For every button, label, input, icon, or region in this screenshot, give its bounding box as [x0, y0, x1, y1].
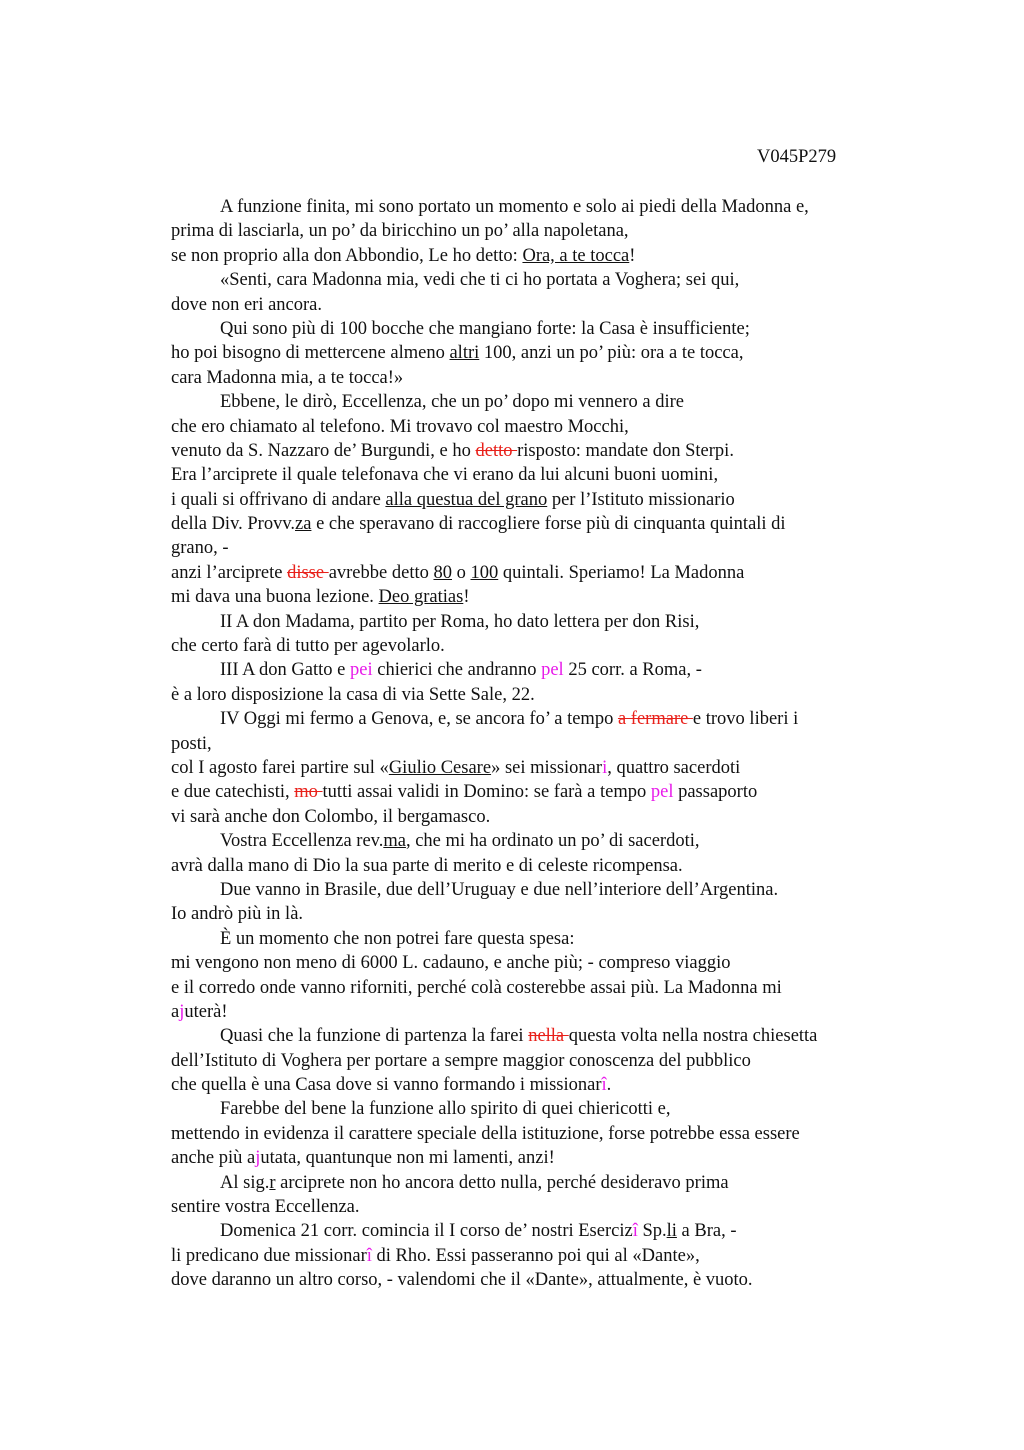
underlined-text: altri [449, 343, 480, 364]
text-segment: e che speravano di raccogliere forse più di cinquanta quintali di [311, 514, 786, 535]
text-segment: per l’Istituto missionario [547, 489, 735, 510]
text-line [171, 732, 911, 756]
text-line [171, 463, 911, 487]
text-line [171, 244, 911, 268]
text-line [171, 1122, 911, 1146]
text-segment: Era l’arciprete il quale telefonava che vi erano da lui alcuni buoni uomini, [171, 465, 719, 486]
text-segment: venuto da S. Nazzaro de’ Burgundi, e ho [171, 440, 476, 461]
text-line [171, 1049, 911, 1073]
text-segment: Ebbene, le dirò, Eccellenza, che un po’ dopo mi vennero a dire [220, 392, 685, 413]
text-line [171, 756, 911, 780]
text-segment: 25 corr. a Roma, - [563, 660, 702, 681]
text-line [171, 634, 911, 658]
text-segment: 100, anzi un po’ più: ora a te tocca, [479, 343, 744, 364]
underlined-text: ma [383, 831, 406, 852]
text-segment: dove daranno un altro corso, - valendomi che il «Dante», attualmente, è vuoto. [171, 1270, 753, 1291]
text-line [171, 976, 911, 1000]
text-segment: mettendo in evidenza il carattere speciale della istituzione, forse potrebbe essa essere [171, 1123, 800, 1144]
text-segment: dell’Istituto di Voghera per portare a sempre maggior conoscenza del pubblico [171, 1050, 751, 1071]
text-line [171, 610, 911, 634]
text-segment: Qui sono più di 100 bocche che mangiano forte: la Casa è insufficiente; [220, 318, 750, 339]
text-segment: a [171, 1001, 180, 1022]
text-segment: Sp. [637, 1221, 667, 1242]
text-segment: Io andrò più in là. [171, 904, 304, 925]
text-segment: e due catechisti, [171, 782, 295, 803]
inserted-text: i [602, 757, 608, 778]
text-line [171, 1024, 911, 1048]
text-segment: Farebbe del bene la funzione allo spirito di quei chiericotti e, [220, 1099, 671, 1120]
text-segment: che ero chiamato al telefono. Mi trovavo col maestro Mocchi, [171, 416, 629, 437]
inserted-text: j [179, 1001, 185, 1022]
deleted-text: detto [475, 440, 518, 461]
text-segment: chierici che andranno [372, 660, 542, 681]
text-segment: e il corredo onde vanno riforniti, perché colà costerebbe assai più. La Madonna mi [171, 977, 782, 998]
text-segment: Quasi che la funzione di partenza la farei [220, 1026, 529, 1047]
underlined-text: Deo gratias [378, 587, 464, 608]
text-line [171, 658, 911, 682]
text-line [171, 512, 911, 536]
text-line [171, 1171, 911, 1195]
text-segment: grano, - [171, 538, 229, 559]
text-line [171, 293, 911, 317]
text-line [171, 1268, 911, 1292]
text-line [171, 1146, 911, 1170]
text-segment: III A don Gatto e [220, 660, 350, 681]
letter-body [171, 195, 911, 1293]
text-line [171, 415, 911, 439]
underlined-text: Ora, a te tocca [522, 245, 630, 266]
text-segment: anzi l’arciprete [171, 562, 288, 583]
text-segment: sentire vostra Eccellenza. [171, 1197, 360, 1218]
text-segment: Al sig. [220, 1172, 270, 1193]
text-line [171, 805, 911, 829]
text-segment: o [451, 562, 471, 583]
text-segment: » sei missionar [491, 757, 603, 778]
text-segment: Vostra Eccellenza rev. [220, 831, 384, 852]
text-line [171, 780, 911, 804]
text-segment: mi vengono non meno di 6000 L. cadauno, e anche più; - compreso viaggio [171, 953, 731, 974]
text-segment: questa volta nella nostra chiesetta [568, 1026, 818, 1047]
text-segment: risposto: mandate don Sterpi. [517, 440, 734, 461]
text-line [171, 268, 911, 292]
text-segment: se non proprio alla don Abbondio, Le ho detto: [171, 245, 523, 266]
text-line [171, 195, 911, 219]
text-segment: ho poi bisogno di mettercene almeno [171, 343, 450, 364]
text-line [171, 341, 911, 365]
text-segment: mi dava una buona lezione. [171, 587, 379, 608]
text-segment: II A don Madama, partito per Roma, ho dato lettera per don Risi, [220, 611, 700, 632]
text-segment: tutti assai validi in Domino: se farà a tempo [322, 782, 651, 803]
text-segment: che quella è una Casa dove si vanno formando i missionar [171, 1075, 602, 1096]
text-segment: Due vanno in Brasile, due dell’Uruguay e due nell’interiore dell’Argentina. [220, 879, 779, 900]
text-line [171, 1195, 911, 1219]
inserted-text: î [366, 1245, 372, 1266]
text-segment: e trovo liberi i [692, 709, 799, 730]
inserted-text: j [255, 1148, 261, 1169]
deleted-text: a fermare [617, 709, 693, 730]
text-segment: vi sarà anche don Colombo, il bergamasco. [171, 806, 491, 827]
underlined-text: 80 [433, 562, 452, 583]
text-segment: a Bra, - [676, 1221, 737, 1242]
text-segment: quintali. Speriamo! La Madonna [498, 562, 745, 583]
underlined-text: r [269, 1172, 276, 1193]
deleted-text: disse [287, 562, 329, 583]
text-segment: prima di lasciarla, un po’ da biricchino un po’ alla napoletana, [171, 221, 629, 242]
text-line [171, 1219, 911, 1243]
inserted-text: pei [350, 660, 373, 681]
text-segment: dove non eri ancora. [171, 294, 323, 315]
text-segment: i quali si offrivano di andare [171, 489, 386, 510]
text-segment: , che mi ha ordinato un po’ di sacerdoti, [405, 831, 700, 852]
text-segment: avrà dalla mano di Dio la sua parte di merito e di celeste ricompensa. [171, 855, 683, 876]
text-line [171, 1244, 911, 1268]
text-segment: A funzione finita, mi sono portato un momento e solo ai piedi della Madonna e, [220, 197, 809, 217]
text-line [171, 951, 911, 975]
text-line [171, 902, 911, 926]
text-line [171, 683, 911, 707]
text-line [171, 1000, 911, 1024]
text-segment: passaporto [673, 782, 758, 803]
text-line [171, 561, 911, 585]
text-line [171, 366, 911, 390]
deleted-text: mo [294, 782, 323, 803]
text-segment: della Div. Provv. [171, 514, 295, 535]
text-segment: cara Madonna mia, a te tocca!» [171, 367, 404, 388]
text-segment: posti, [171, 733, 212, 754]
text-segment: ! [463, 587, 470, 608]
text-line [171, 439, 911, 463]
text-line [171, 488, 911, 512]
inserted-text: î [632, 1221, 638, 1242]
text-segment: uterà! [184, 1001, 228, 1022]
inserted-text: pel [541, 660, 564, 681]
text-line [171, 536, 911, 560]
text-line [171, 854, 911, 878]
text-line [171, 1073, 911, 1097]
text-segment: «Senti, cara Madonna mia, vedi che ti ci ho portata a Voghera; sei qui, [220, 270, 740, 291]
text-line [171, 390, 911, 414]
text-segment: Domenica 21 corr. comincia il I corso de’ nostri Eserciz [220, 1221, 633, 1242]
text-segment: arciprete non ho ancora detto nulla, perché desideravo prima [275, 1172, 729, 1193]
underlined-text: li [666, 1221, 677, 1242]
text-line [171, 219, 911, 243]
text-segment: È un momento che non potrei fare questa spesa: [220, 928, 575, 949]
text-segment: ! [629, 245, 636, 266]
text-line [171, 1097, 911, 1121]
underlined-text: 100 [470, 562, 499, 583]
underlined-text: Giulio Cesare [388, 757, 492, 778]
text-line [171, 927, 911, 951]
underlined-text: za [295, 514, 312, 535]
text-line [171, 585, 911, 609]
page-id: V045P279 [757, 147, 837, 167]
text-line [171, 829, 911, 853]
deleted-text: nella [528, 1026, 569, 1047]
text-segment: col I agosto farei partire sul « [171, 757, 389, 778]
text-segment: . [606, 1075, 612, 1096]
text-segment: , quattro sacerdoti [607, 757, 741, 778]
text-line [171, 707, 911, 731]
text-segment: IV Oggi mi fermo a Genova, e, se ancora fo’ a tempo [220, 709, 618, 730]
text-segment: è a loro disposizione la casa di via Sette Sale, 22. [171, 684, 535, 705]
text-segment: utata, quantunque non mi lamenti, anzi! [260, 1148, 555, 1169]
text-segment: di Rho. Essi passeranno poi qui al «Dante», [371, 1245, 700, 1266]
inserted-text: pel [650, 782, 674, 803]
text-segment: che certo farà di tutto per agevolarlo. [171, 636, 445, 657]
inserted-text: î [601, 1075, 607, 1096]
text-segment: avrebbe detto [328, 562, 434, 583]
underlined-text: alla questua del grano [385, 489, 548, 510]
text-segment: anche più a [171, 1148, 256, 1169]
text-line [171, 878, 911, 902]
text-line [171, 317, 911, 341]
text-segment: li predicano due missionar [171, 1245, 367, 1266]
